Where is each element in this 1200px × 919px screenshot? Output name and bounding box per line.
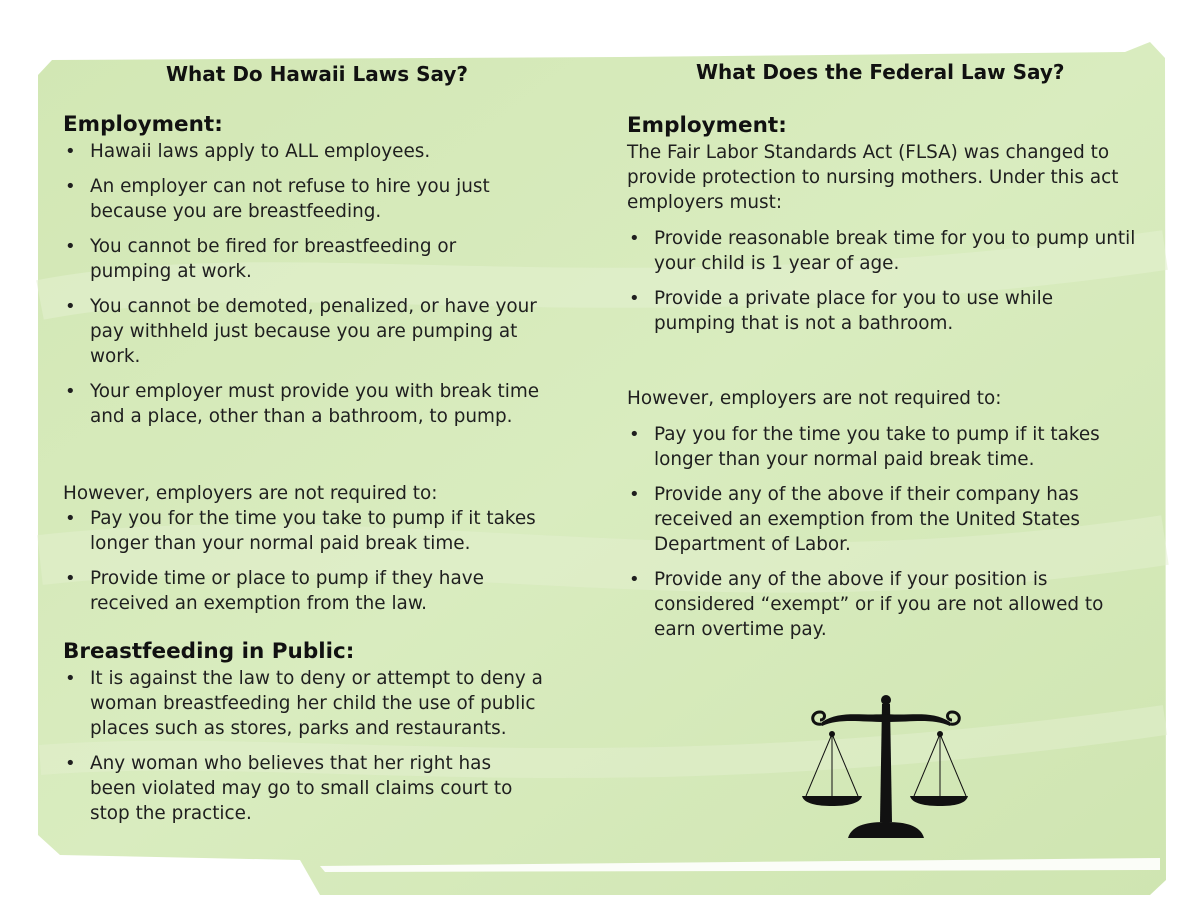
list-item: • Your employer must provide you with break time and a place, other than a bathroom, to pump. xyxy=(63,379,553,429)
right-intro-text: The Fair Labor Standards Act (FLSA) was changed to provide protection to nursing mothers. Under this act employers must: xyxy=(627,142,1119,213)
left-public-list xyxy=(63,666,553,826)
right-employment-title: Employment: xyxy=(627,113,787,138)
list-item: • Pay you for the time you take to pump if it takes longer than your normal paid break time. xyxy=(627,422,1147,472)
list-item: • An employer can not refuse to hire you just because you are breastfeeding. xyxy=(63,174,553,224)
right-employment-list xyxy=(627,226,1147,336)
list-item: • You cannot be fired for breastfeeding or pumping at work. xyxy=(63,234,553,284)
left-public-title: Breastfeeding in Public: xyxy=(63,639,355,664)
list-item: • Any woman who believes that her right has been violated may go to small claims court to stop the practice. xyxy=(63,751,553,826)
list-item: • Hawaii laws apply to ALL employees. xyxy=(63,139,553,164)
list-item: • It is against the law to deny or attempt to deny a woman breastfeeding her child the use of public places such as stores, parks and restaurants. xyxy=(63,666,553,741)
list-item: • Pay you for the time you take to pump if it takes longer than your normal paid break time. xyxy=(63,506,573,556)
list-item: • Provide any of the above if their company has received an exemption from the United States Department of Labor. xyxy=(627,482,1147,557)
left-heading: What Do Hawaii Laws Say? xyxy=(166,62,469,86)
list-item: • Provide reasonable break time for you to pump until your child is 1 year of age. xyxy=(627,226,1147,276)
left-employment-title: Employment: xyxy=(63,112,223,137)
right-heading: What Does the Federal Law Say? xyxy=(696,60,1065,84)
left-employment-list xyxy=(63,139,553,429)
list-item: • Provide time or place to pump if they have received an exemption from the law. xyxy=(63,566,573,616)
right-not-required-list xyxy=(627,422,1147,642)
list-item: • Provide any of the above if your position is considered “exempt” or if you are not allowed to earn overtime pay. xyxy=(627,567,1147,642)
list-item: • Provide a private place for you to use while pumping that is not a bathroom. xyxy=(627,286,1147,336)
right-however-text: However, employers are not required to: xyxy=(627,388,1002,409)
left-however-text: However, employers are not required to: xyxy=(63,483,438,504)
left-not-required-list xyxy=(63,506,573,616)
list-item: • You cannot be demoted, penalized, or have your pay withheld just because you are pumping at work. xyxy=(63,294,553,369)
scales-of-justice-icon xyxy=(800,692,968,842)
